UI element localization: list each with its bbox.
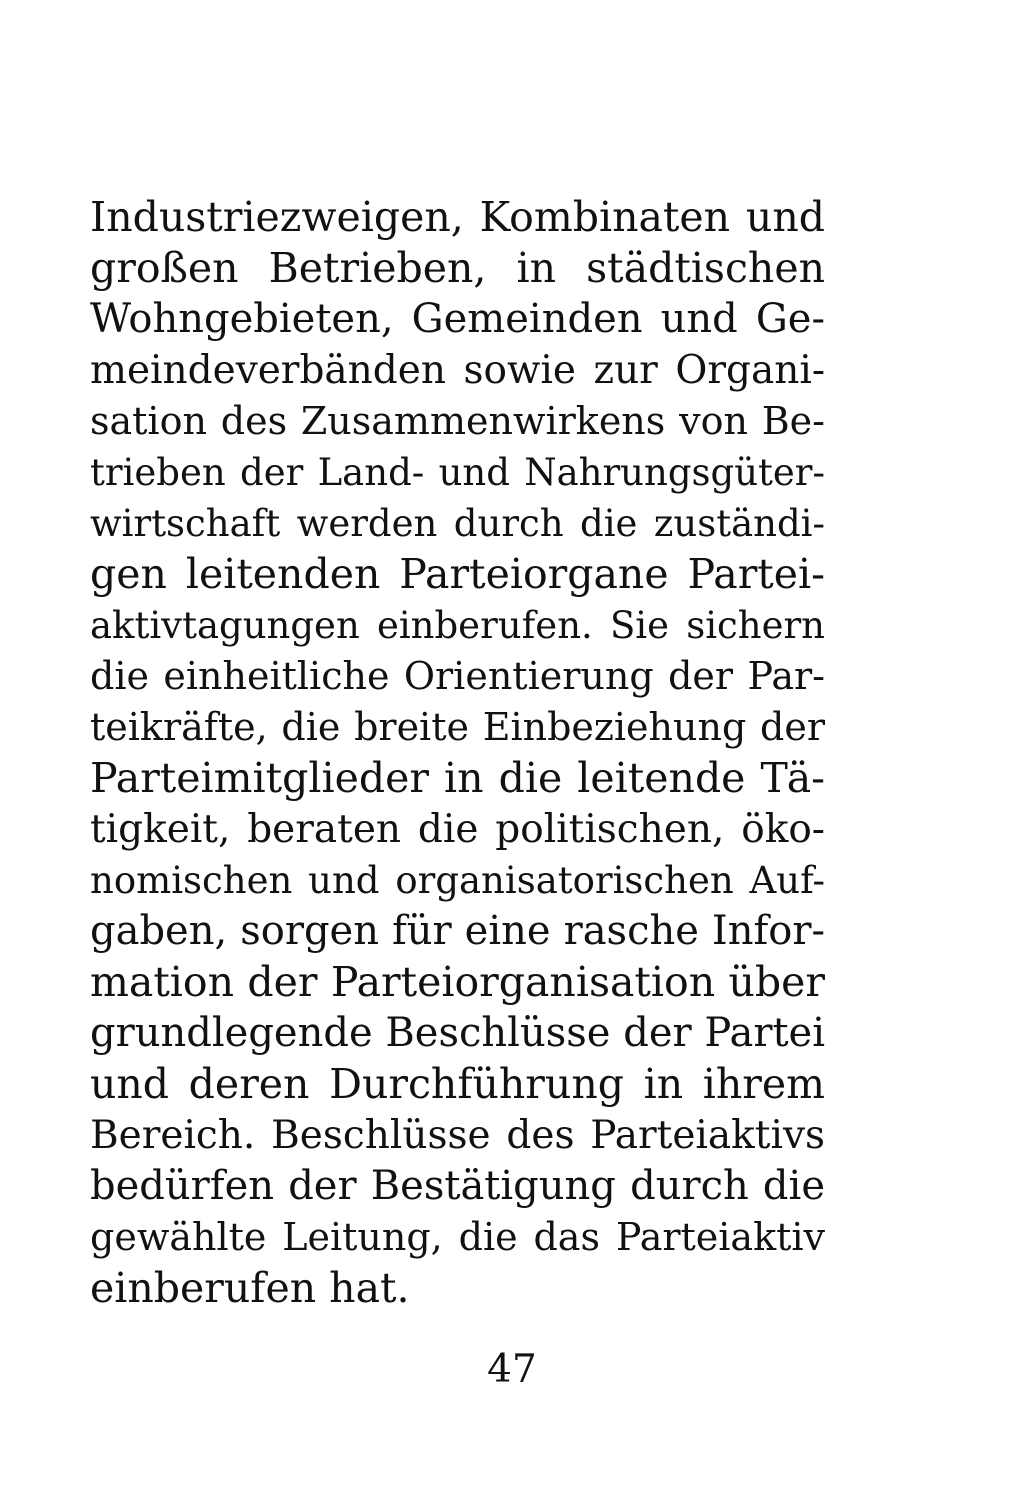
text-line: die einheitliche Orientierung der Par- [90, 654, 825, 698]
text-line: einberufen hat. [90, 1264, 410, 1312]
text-line: Industriezweigen, Kombinaten und [90, 193, 825, 241]
text-line: gewählte Leitung, die das Parteiaktiv [90, 1215, 825, 1259]
text-line: nomischen und organisatorischen Auf- [90, 859, 825, 902]
text-line: teikräfte, die breite Einbeziehung der [90, 705, 825, 749]
text-line: grundlegende Beschlüsse der Partei [90, 1010, 825, 1056]
body-text [90, 192, 825, 1314]
text-line: trieben der Land- und Nahrungsgüter- [90, 451, 825, 494]
text-line: gen leitenden Parteiorgane Partei- [90, 550, 825, 598]
text-line: und deren Durchführung in ihrem [90, 1060, 825, 1108]
text-line: gaben, sorgen für eine rasche Infor- [90, 908, 825, 954]
text-line: Parteimitglieder in die leitende Tä- [90, 754, 825, 802]
text-line: wirtschaft werden durch die zuständi- [90, 502, 825, 545]
text-line: tigkeit, beraten die politischen, öko- [90, 807, 825, 852]
text-line: aktivtagungen einberufen. Sie sichern [90, 604, 825, 647]
text-line: sation des Zusammenwirkens von Be- [90, 399, 825, 443]
text-line: meindeverbänden sowie zur Organi- [90, 348, 825, 393]
text-line: Wohngebieten, Gemeinden und Ge- [90, 296, 825, 342]
text-line: Bereich. Beschlüsse des Parteiaktivs [90, 1113, 825, 1158]
text-line: großen Betrieben, in städtischen [90, 244, 825, 292]
text-line: mation der Parteiorganisation über [90, 958, 825, 1006]
page-number: 47 [487, 1347, 537, 1392]
text-line: bedürfen der Bestätigung durch die [90, 1163, 825, 1209]
